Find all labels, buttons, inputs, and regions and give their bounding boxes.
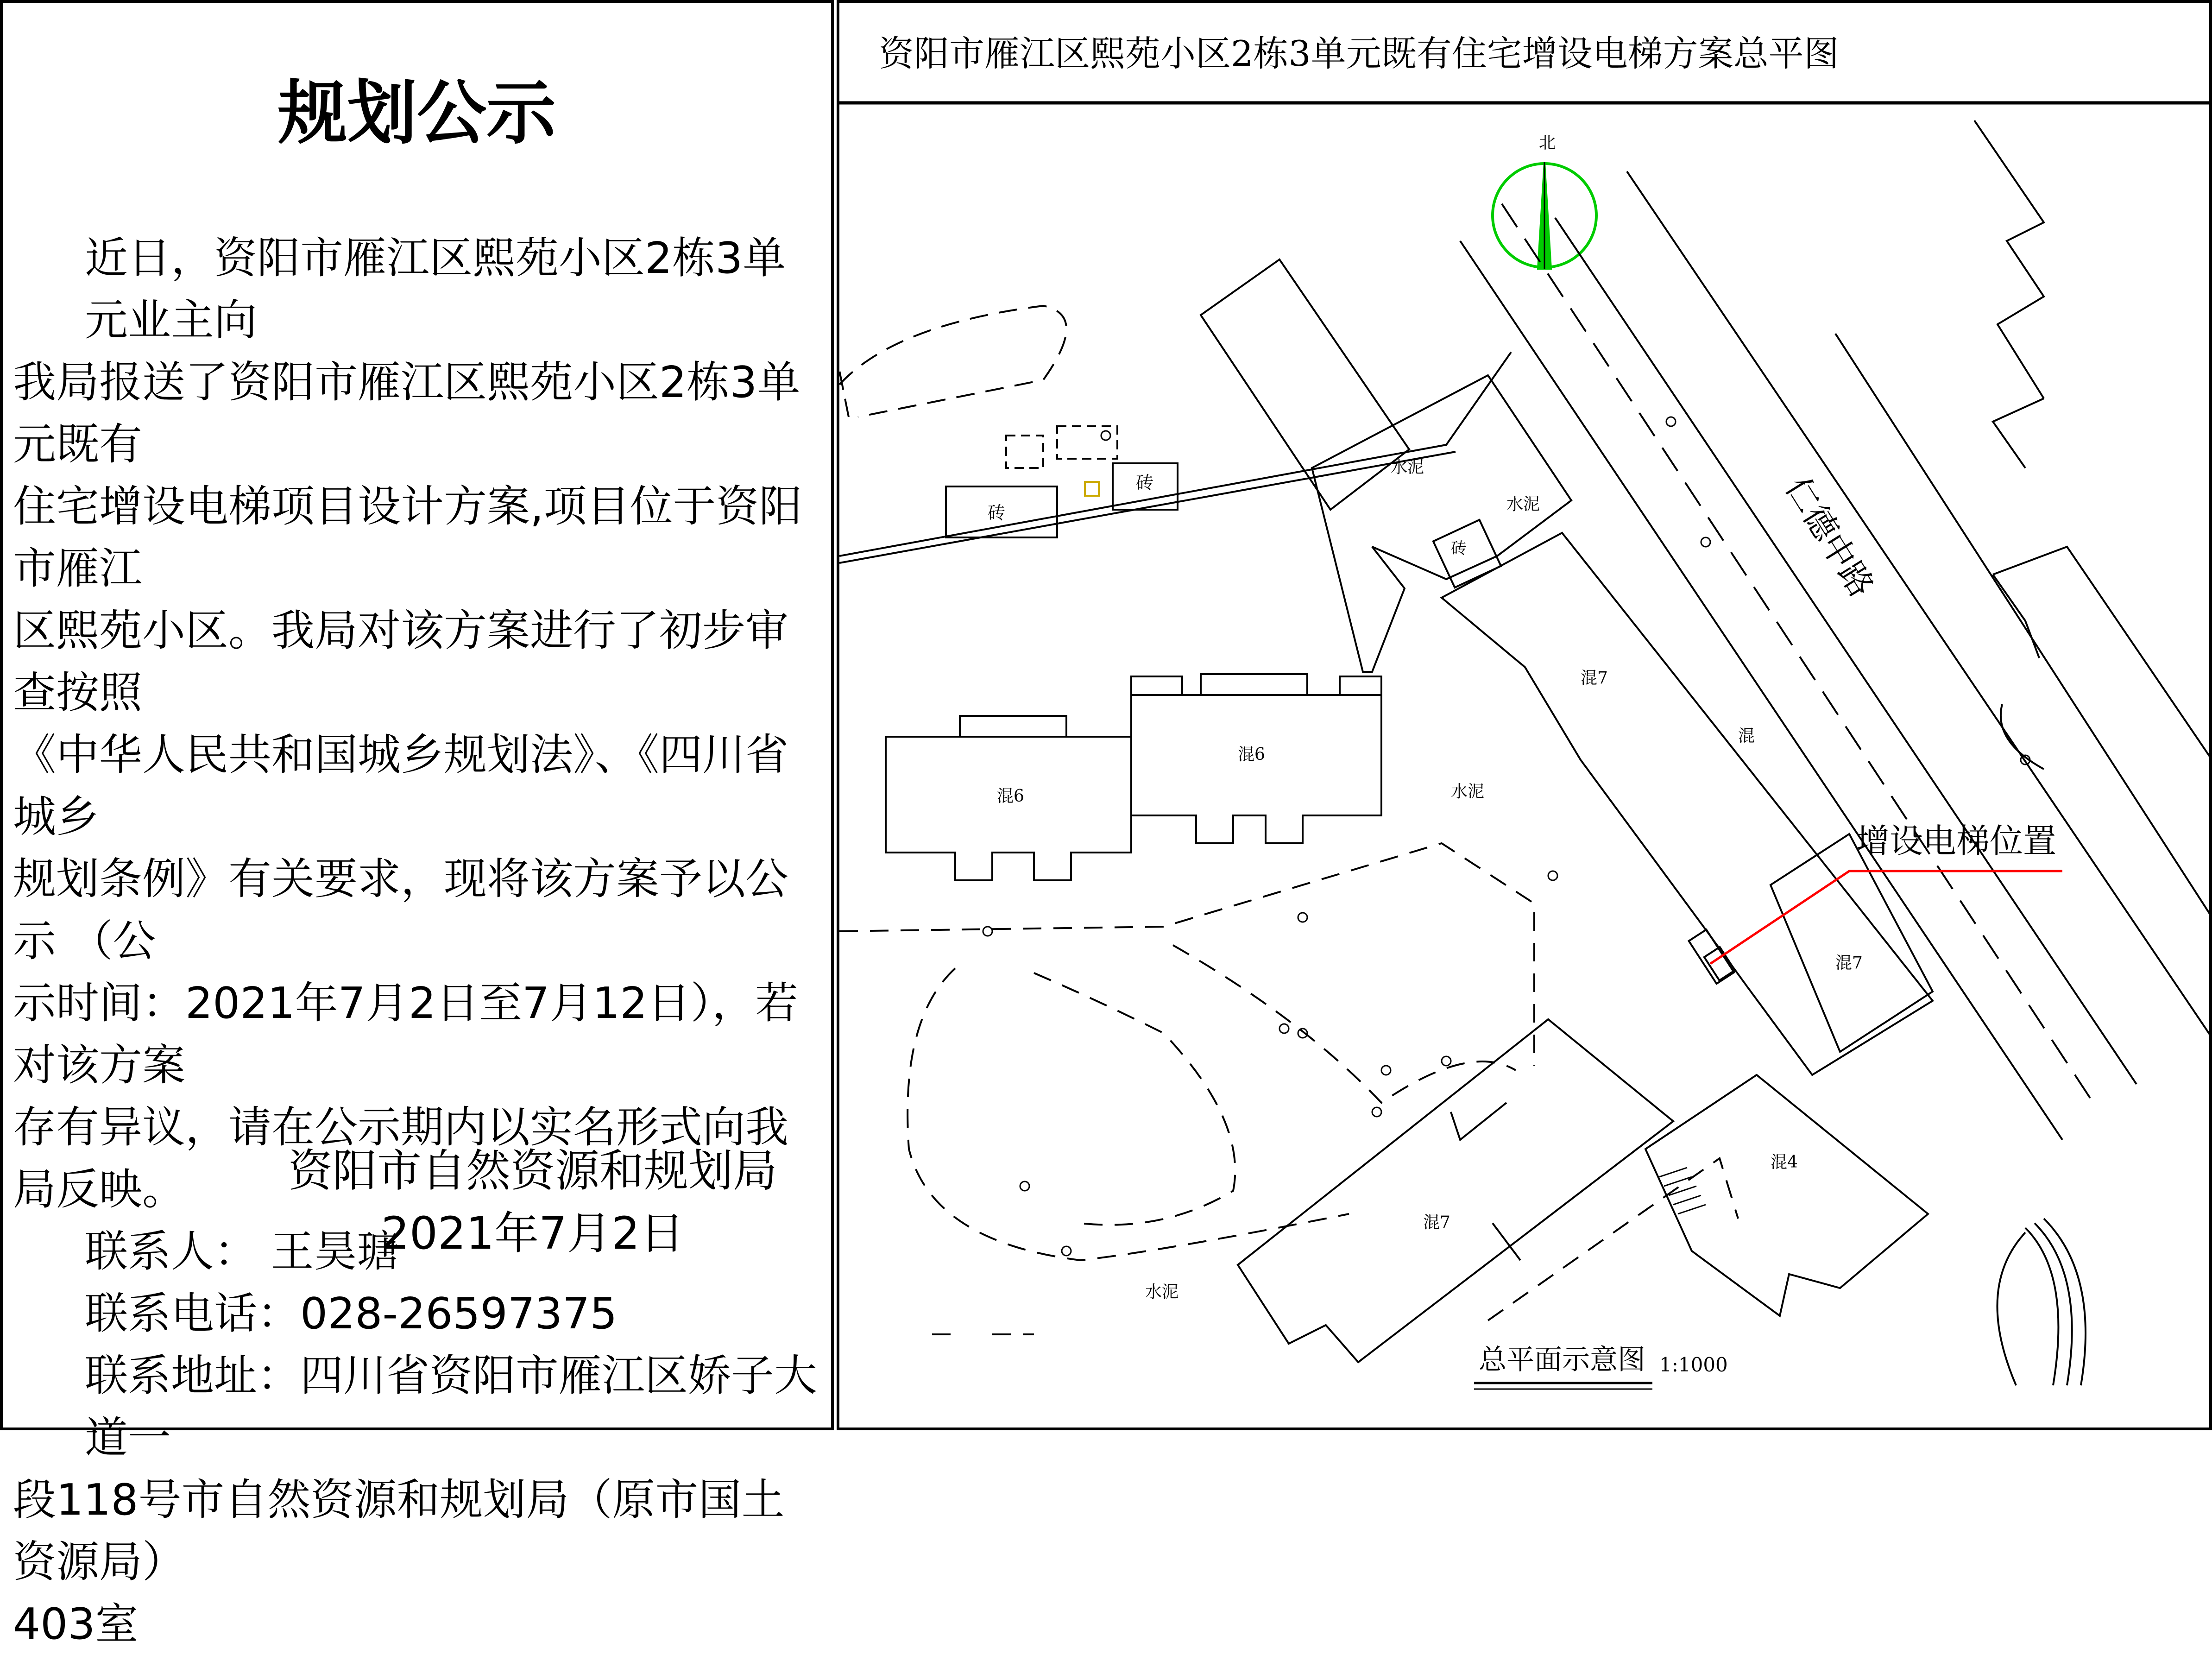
contact-address-room: 403室 — [13, 1599, 139, 1649]
building-label: 混6 — [997, 787, 1024, 806]
building-outline-ne — [1974, 120, 2212, 769]
stadium-arc — [1998, 1219, 2086, 1385]
notice-title: 规划公示 — [277, 73, 556, 154]
signature-block — [278, 1140, 788, 1265]
cement-label: 水泥 — [1451, 782, 1485, 801]
plan-scale: 1:1000 — [1659, 1353, 1728, 1376]
elevator-marker — [1689, 929, 1735, 984]
building-label: 混 — [1738, 726, 1755, 745]
notice-line: 示时间：2021年7月2日至7月12日），若对该方案 — [13, 978, 799, 1090]
brick-label: 砖 — [1451, 539, 1467, 558]
north-label: 北 — [1539, 133, 1556, 152]
building-b6 — [1645, 1075, 1928, 1316]
courtyard-paths — [839, 843, 1738, 1334]
notice-line: 近日，资阳市雁江区熙苑小区2栋3单元业主向 — [85, 233, 786, 345]
notice-line: 存有异议，请在公示期内以实名形式向我局反映。 — [13, 1102, 788, 1214]
stairs-icon — [1659, 1168, 1706, 1214]
site-plan-drawing — [839, 0, 2212, 1430]
cement-label: 水泥 — [1145, 1282, 1179, 1301]
building-nw — [1201, 259, 1409, 510]
notice-line: 住宅增设电梯项目设计方案,项目位于资阳市雁江 — [13, 481, 802, 594]
parking-dashed — [839, 306, 1066, 417]
building-label: 混7 — [1835, 954, 1863, 973]
building-b1 — [886, 737, 1131, 880]
cement-label: 水泥 — [1506, 495, 1540, 514]
building-label: 混7 — [1581, 669, 1608, 688]
issue-date: 2021年7月2日 — [381, 1207, 685, 1259]
contact-address: 联系地址：四川省资阳市雁江区娇子大道一 — [85, 1351, 817, 1463]
building-b5 — [1238, 1019, 1673, 1362]
road-label: 仁德中路 — [1777, 470, 1882, 604]
contact-phone: 联系电话：028-26597375 — [85, 1289, 618, 1339]
contact-person: 联系人： 王昊瑭 — [85, 1226, 400, 1276]
issuer: 资阳市自然资源和规划局 — [288, 1145, 777, 1197]
wall-inner — [839, 452, 1456, 563]
elevator-callout: 增设电梯位置 — [1856, 821, 2057, 860]
elevator-callout-line — [1710, 871, 2062, 964]
building-label: 混4 — [1771, 1153, 1798, 1172]
notice-line: 规划条例》有关要求，现将该方案予以公示 （公 — [13, 854, 788, 966]
notice-body — [13, 227, 824, 1655]
brick-label: 砖 — [988, 503, 1006, 523]
notice-line: 区熙苑小区。我局对该方案进行了初步审查按照 — [13, 606, 788, 718]
site-plan-panel — [839, 0, 2212, 1430]
cement-label: 水泥 — [1391, 458, 1424, 477]
north-arrow-icon — [1493, 133, 1596, 269]
building-b4 — [1771, 834, 1933, 1052]
notice-line: 《中华人民共和国城乡规划法》、《四川省城乡 — [13, 730, 788, 842]
plan-caption: 总平面示意图 — [1479, 1344, 1645, 1376]
building-label: 混7 — [1423, 1213, 1450, 1232]
building-b2 — [1131, 695, 1381, 843]
building-b3 — [1442, 533, 1933, 1075]
cement-plot — [1312, 375, 1571, 672]
brick-label: 砖 — [1136, 473, 1154, 493]
plan-title: 资阳市雁江区熙苑小区2栋3单元既有住宅增设电梯方案总平图 — [879, 33, 1839, 74]
notice-panel — [0, 0, 834, 1649]
road — [1460, 171, 2212, 1140]
building-label: 混6 — [1238, 745, 1265, 764]
wall — [839, 352, 1511, 556]
contact-address-cont: 段118号市自然资源和规划局（原市国土资源局） — [13, 1475, 785, 1587]
notice-line: 我局报送了资阳市雁江区熙苑小区2栋3单元既有 — [13, 357, 800, 469]
